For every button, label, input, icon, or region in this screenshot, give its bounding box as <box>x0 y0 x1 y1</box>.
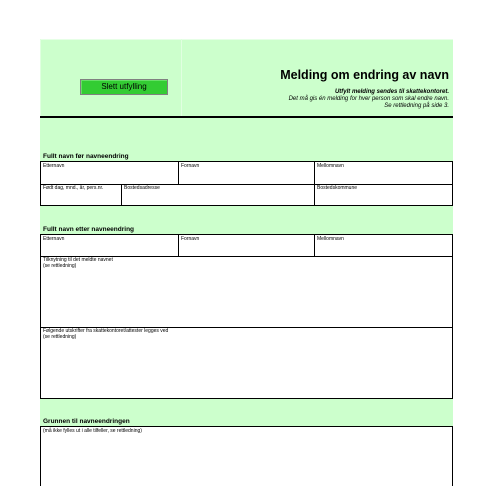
municipality-label: Bostedskommune <box>317 185 358 191</box>
middlename-before-label: Mellomnavn <box>317 163 344 169</box>
attachments-hint: (se rettledning) <box>43 334 77 340</box>
firstname-after-label: Fornavn <box>181 236 200 242</box>
address-field[interactable] <box>122 185 314 205</box>
middlename-after-label: Mellomnavn <box>317 236 344 242</box>
firstname-before-label: Fornavn <box>181 163 200 169</box>
name-before-table <box>40 161 453 206</box>
submission-info: Utfylt melding sendes til skattekontoret. <box>334 89 449 95</box>
section-reason-title: Grunnen til navneendringen <box>43 418 130 425</box>
firstname-before-field[interactable] <box>179 162 314 184</box>
middlename-before-field[interactable] <box>315 162 452 184</box>
firstname-after-field[interactable] <box>179 235 314 256</box>
municipality-field[interactable] <box>315 185 452 205</box>
address-label: Bostedsadresse <box>124 185 160 191</box>
name-change-form <box>40 39 453 480</box>
birth-label: Født dag, mnd., år, pers.nr. <box>43 185 104 191</box>
reason-note: (må ikke fylles ut i alle tilfeller, se rettledning) <box>43 428 142 434</box>
birth-field[interactable] <box>41 185 121 205</box>
lastname-before-label: Etternavn <box>43 163 65 169</box>
form-title: Melding om endring av navn <box>280 68 449 82</box>
guide-reference: Se rettledning på side 3. <box>384 103 449 109</box>
attachments-label: Følgende utskrifter fra skattekontoret/attester legges ved <box>43 328 169 334</box>
lastname-before-field[interactable] <box>41 162 178 184</box>
lastname-after-label: Etternavn <box>43 236 65 242</box>
connection-field[interactable] <box>41 257 452 327</box>
connection-label: Tilknytning til det meldte navnet <box>43 257 113 263</box>
attachments-field[interactable] <box>41 328 452 398</box>
clear-form-button[interactable]: Slett utfylling <box>80 79 168 95</box>
section-after-title: Fullt navn etter navneendring <box>43 226 135 233</box>
lastname-after-field[interactable] <box>41 235 178 256</box>
reason-box <box>40 426 453 486</box>
middlename-after-field[interactable] <box>315 235 452 256</box>
section-before-title: Fullt navn før navneendring <box>43 153 129 160</box>
header-rule <box>40 116 453 118</box>
name-after-table <box>40 234 453 399</box>
reason-field[interactable] <box>41 427 452 487</box>
connection-hint: (se rettledning) <box>43 263 77 269</box>
per-person-info: Det må gis én melding for hver person som skal endre navn. <box>288 96 449 102</box>
